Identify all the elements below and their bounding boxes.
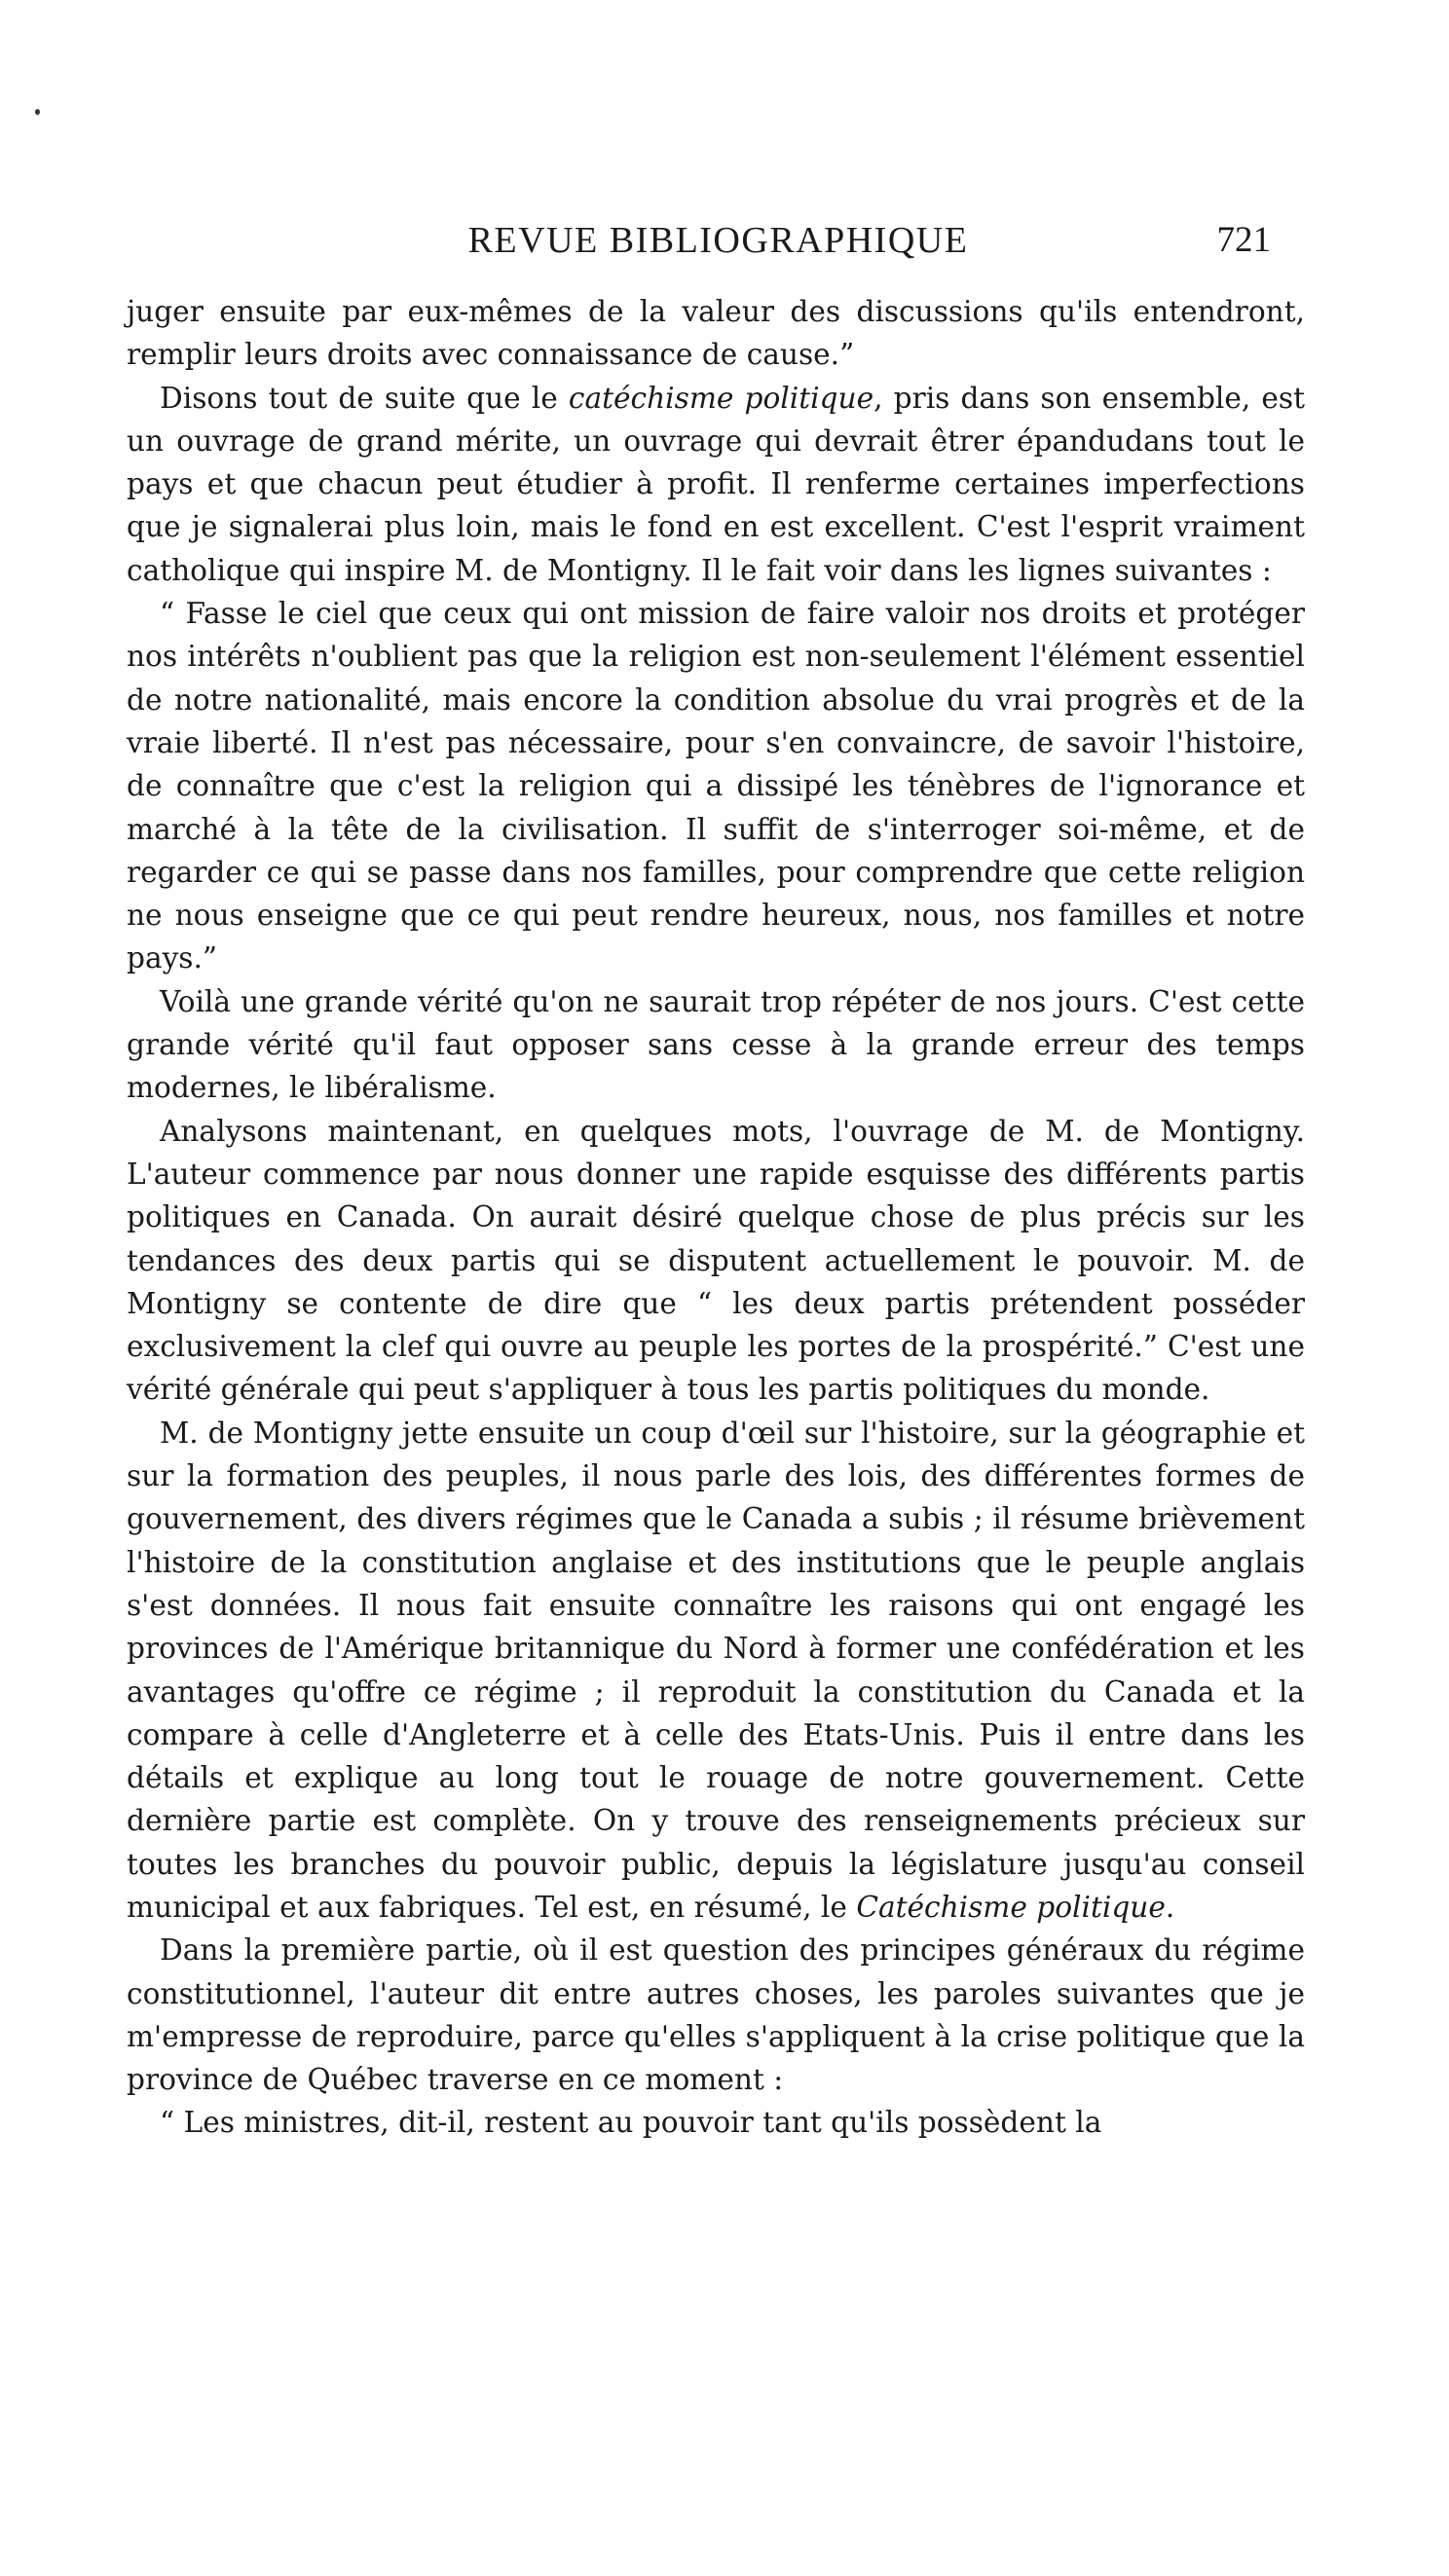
paragraph-continuation: juger ensuite par eux-mêmes de la valeur des discussions qu'ils entendront, remplir leurs droits avec connaissance de cause.” [127, 295, 1305, 372]
italic-title: catéchisme politique [568, 381, 874, 415]
ink-speck [35, 109, 40, 115]
paragraph [127, 377, 1305, 592]
quotation-paragraph: “ Fasse le ciel que ceux qui ont mission de faire valoir nos droits et protéger nos intérêts n'oublient pas que la religion est non-seulement l'élément essentiel de notre nationalité, mais encore la condition absolue du vrai progrès et de la vraie liberté. Il n'est pas nécessaire, pour s'en convaincre, de savoir l'histoire, de connaître que c'est la religion qui a dissipé les ténèbres de l'ignorance et marché à la tête de la civilisation. Il suffit de s'interroger soi-même, et de regarder ce qui se passe dans nos familles, pour comprendre que cette religion ne nous enseigne que ce qui peut rendre heureux, nous, nos familles et notre pays.” [127, 597, 1305, 975]
text-run: . [1165, 1890, 1175, 1924]
paragraph [127, 1412, 1305, 1930]
text-run: Disons tout de suite que le [160, 381, 569, 415]
italic-title: Catéchisme politique [856, 1890, 1166, 1924]
quotation-paragraph: “ Les ministres, dit-il, restent au pouvoir tant qu'ils possèdent la [160, 2106, 1102, 2140]
paragraph: Dans la première partie, où il est question des principes généraux du régime constitutionnel, l'auteur dit entre autres choses, les paroles suivantes que je m'empresse de reproduire, parce qu'elles s'appliquent à la crise politique que la province de Québec traverse en ce moment : [127, 1933, 1305, 2097]
body-text [127, 290, 1305, 2145]
page-number: 721 [1216, 220, 1271, 260]
paragraph: Voilà une grande vérité qu'on ne saurait trop répéter de nos jours. C'est cette grande vérité qu'il faut opposer sans cesse à la grande erreur des temps modernes, le libéralisme. [127, 984, 1305, 1105]
running-title: REVUE BIBLIOGRAPHIQUE [467, 220, 969, 261]
text-run: , pris dans son ensemble, est un ouvrage de grand mérite, un ouvrage qui devrait êtrer épandudans tout le pays et que chacun peut étudier à profit. Il renferme certaines imperfections que je signalerai plus loin, mais le fond en est excellent. C'est l'esprit vraiment catholique qui inspire M. de Montigny. Il le fait voir dans les lignes suivantes : [127, 381, 1305, 587]
text-run: M. de Montigny jette ensuite un coup d'œil sur l'histoire, sur la géographie et sur la formation des peuples, il nous parle des lois, des différentes formes de gouvernement, des divers régimes que le Canada a subis ; il résume brièvement l'histoire de la constitution anglaise et des institutions que le peuple anglais s'est données. Il nous fait ensuite connaître les raisons qui ont engagé les provinces de l'Amérique britannique du Nord à former une confédération et les avantages qu'offre ce régime ; il reproduit la constitution du Canada et la compare à celle d'Angleterre et à celle des Etats-Unis. Puis il entre dans les détails et explique au long tout le rouage de notre gouvernement. Cette dernière partie est complète. On y trouve des renseignements précieux sur toutes les branches du pouvoir public, depuis la législature jusqu'au conseil municipal et aux fabriques. Tel est, en résumé, le [127, 1416, 1305, 1924]
paragraph: Analysons maintenant, en quelques mots, l'ouvrage de M. de Montigny. L'auteur commence par nous donner une rapide esquisse des différents partis politiques en Canada. On aurait désiré quelque chose de plus précis sur les tendances des deux partis qui se disputent actuellement le pouvoir. M. de Montigny se contente de dire que “ les deux partis prétendent posséder exclusivement la clef qui ouvre au peuple les portes de la prospérité.” C'est une vérité générale qui peut s'appliquer à tous les partis politiques du monde. [127, 1114, 1305, 1407]
page-header [127, 216, 1271, 265]
